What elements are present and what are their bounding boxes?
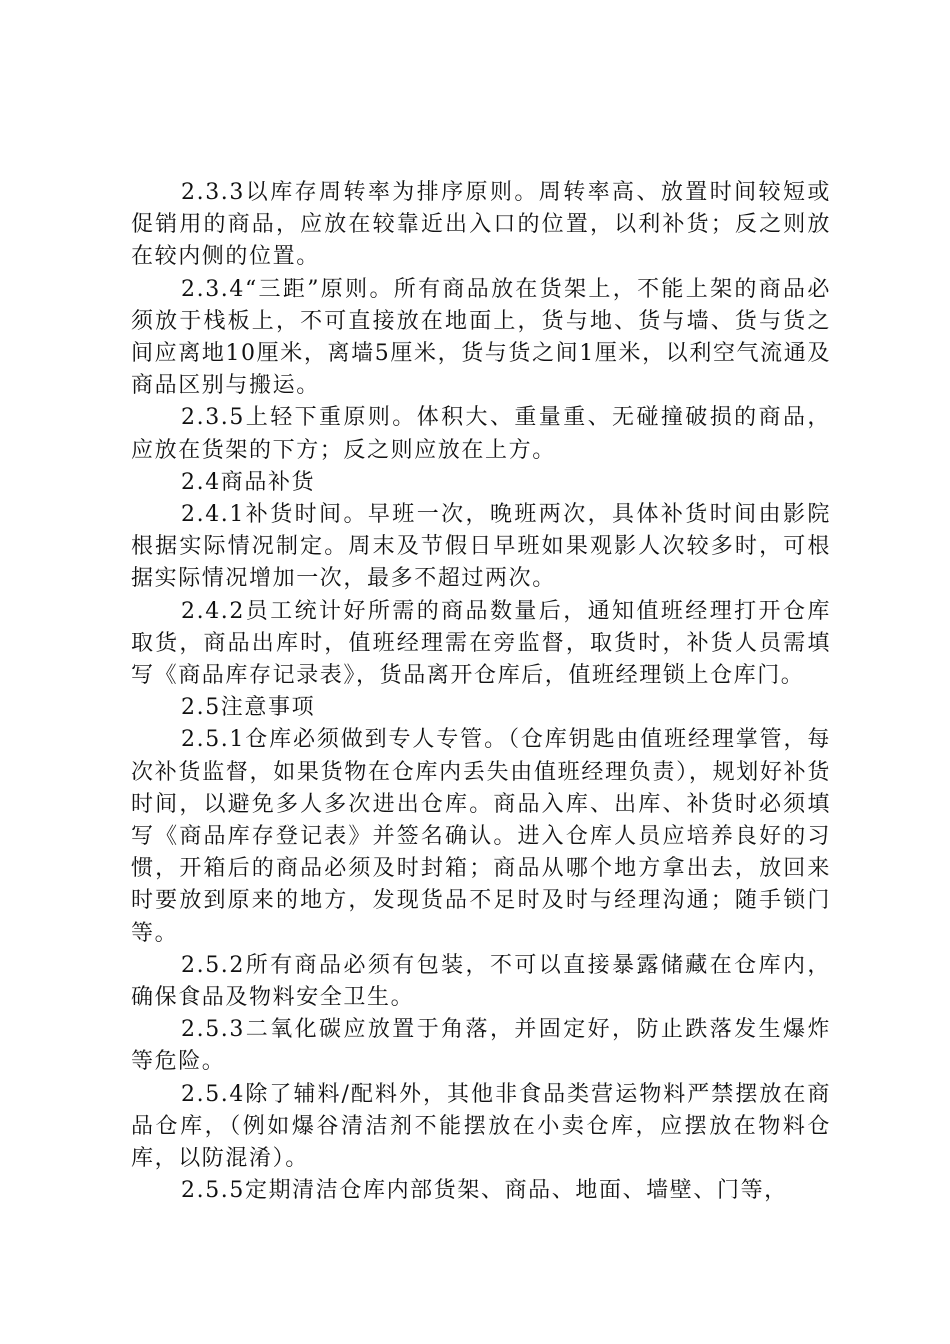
paragraph-2-5-4: 2.5.4除了辅料/配料外，其他非食品类营运物料严禁摆放在商品仓库，（例如爆谷清洁剂不能摆放在小卖仓库，应摆放在物料仓库，以防混淆）。 <box>131 1081 831 1172</box>
paragraph-2-3-5: 2.3.5上轻下重原则。体积大、重量重、无碰撞破损的商品，应放在货架的下方；反之则应放在上方。 <box>131 405 831 463</box>
paragraph-2-5-1: 2.5.1仓库必须做到专人专管。（仓库钥匙由值班经理掌管，每次补货监督，如果货物在仓库内丢失由值班经理负责），规划好补货时间，以避免多人多次进出仓库。商品入库、出库、补货时必须填写《商品库存登记表》并签名确认。进入仓库人员应培养良好的习惯，开箱后的商品必须及时封箱；商品从哪个地方拿出去，放回来时要放到原来的地方，发现货品不足时及时与经理沟通；随手锁门等。 <box>131 727 831 946</box>
paragraph-2-5-2: 2.5.2所有商品必须有包装，不可以直接暴露储藏在仓库内，确保食品及物料安全卫生。 <box>131 952 831 1011</box>
paragraph-2-4-1: 2.4.1补货时间。早班一次，晚班两次，具体补货时间由影院根据实际情况制定。周末及节假日早班如果观影人次较多时，可根据实际情况增加一次，最多不超过两次。 <box>131 502 831 592</box>
paragraph-2-3-4: 2.3.4“三距”原则。所有商品放在货架上，不能上架的商品必须放于栈板上，不可直接放在地面上，货与地、货与墙、货与货之间应离地10厘米，离墙5厘米，货与货之间1厘米，以利空气流通及商品区别与搬运。 <box>131 276 831 399</box>
paragraph-2-5-3: 2.5.3二氧化碳应放置于角落，并固定好，防止跌落发生爆炸等危险。 <box>131 1017 831 1075</box>
section-heading-2-5: 2.5注意事项 <box>181 695 316 721</box>
paragraph-2-5-5: 2.5.5定期清洁仓库内部货架、商品、地面、墙壁、门等， <box>181 1178 788 1204</box>
document-body <box>131 177 831 1208</box>
section-heading-2-4: 2.4商品补货 <box>181 469 316 495</box>
paragraph-2-4-2: 2.4.2员工统计好所需的商品数量后，通知值班经理打开仓库取货，商品出库时，值班经理需在旁监督，取货时，补货人员需填写《商品库存记录表》，货品离开仓库后，值班经理锁上仓库门。 <box>131 598 831 689</box>
paragraph-2-3-3: 2.3.3以库存周转率为排序原则。周转率高、放置时间较短或促销用的商品，应放在较靠近出入口的位置，以利补货；反之则放在较内侧的位置。 <box>131 180 831 270</box>
